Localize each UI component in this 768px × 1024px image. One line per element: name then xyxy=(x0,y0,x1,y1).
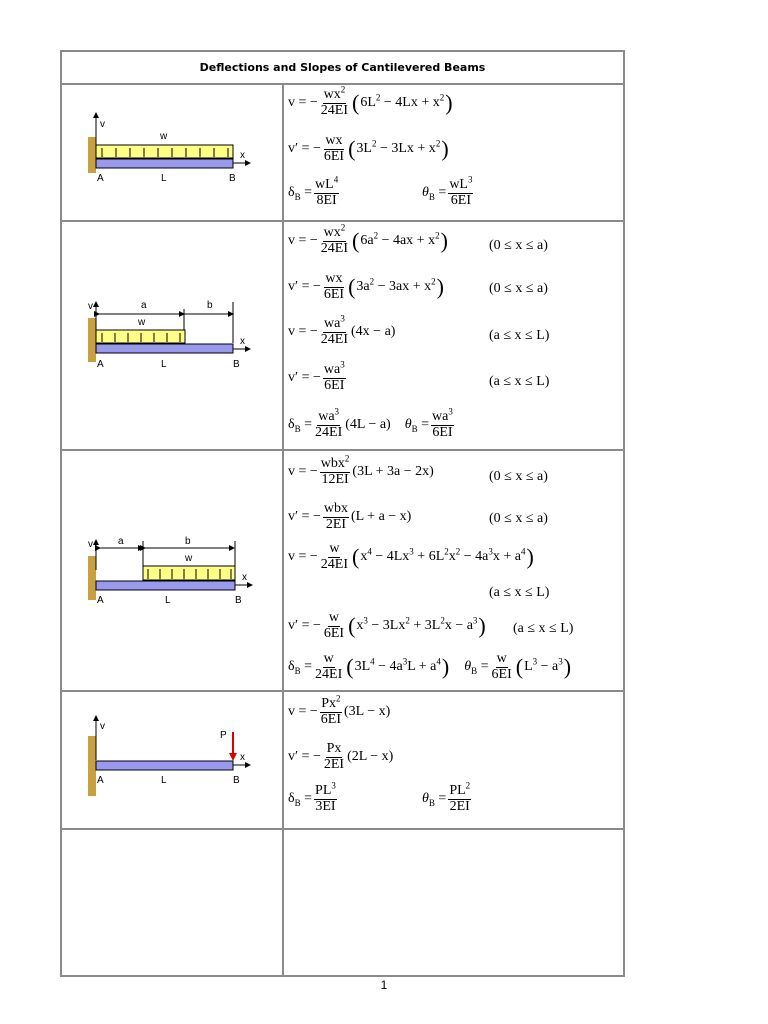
svg-text:v: v xyxy=(100,721,105,732)
case3-eq4: v′ = − $\frac{w}{6EI}$ ( $x^3 - 3Lx^2 + 3L^2x - a^3$ ) xyxy=(288,610,486,641)
svg-text:x: x xyxy=(240,336,245,347)
page-number: 1 xyxy=(380,978,388,992)
case1-tip-slope: $\theta_B$ = $\frac{wL^3}{6EI}$ xyxy=(422,174,473,208)
case2-eq1: v = − $\frac{wx^2}{24EI}$ ( $6a^2 - 4ax + x^2$ ) xyxy=(288,222,448,256)
case1-tip-deflection: $\delta_B$ = $\frac{wL^4}{8EI}$ xyxy=(288,174,339,208)
case3-tip-values: $\delta_B$ = $\frac{w}{24EI}$ ( $3L^4 - 4a^3L + a^4$ ) $\theta_B$ = $\frac{w}{6EI}$ ( $L^3 - a^3$ ) xyxy=(288,651,572,682)
svg-text:P: P xyxy=(220,730,227,741)
svg-text:L: L xyxy=(161,173,167,184)
case2-cond3: (a ≤ x ≤ L) xyxy=(489,328,550,343)
svg-text:b: b xyxy=(207,300,213,311)
svg-text:v: v xyxy=(88,301,93,312)
case3-cond3: (a ≤ x ≤ L) xyxy=(489,585,550,600)
svg-text:A: A xyxy=(97,173,104,184)
case4-eq1: v = − $\frac{Px^2}{6EI}$ (3L − x) xyxy=(288,693,391,727)
case4-tip-deflection: $\delta_B$ = $\frac{PL^3}{3EI}$ xyxy=(288,780,336,814)
table-title: Deflections and Slopes of Cantilevered Beams xyxy=(199,61,486,74)
case1-deflection-eq: v = − $\frac{wx^2}{24EI}$ ( $6L^2 - 4Lx + x^2$ ) xyxy=(288,84,453,118)
case2-eq3: v = − $\frac{wa^3}{24EI}$ (4x − a) xyxy=(288,313,396,347)
svg-text:A: A xyxy=(97,595,104,606)
case2-cond2: (0 ≤ x ≤ a) xyxy=(489,281,548,296)
case1-slope-eq: v′ = − $\frac{wx}{6EI}$ ( $3L^2 - 3Lx + x^2$ ) xyxy=(288,133,449,164)
case3-cond2: (0 ≤ x ≤ a) xyxy=(489,511,548,526)
diagram-point-load xyxy=(88,716,250,796)
svg-text:B: B xyxy=(233,359,240,370)
case2-cond1: (0 ≤ x ≤ a) xyxy=(489,238,548,253)
svg-text:v: v xyxy=(88,539,93,550)
svg-text:x: x xyxy=(240,150,245,161)
svg-text:B: B xyxy=(229,173,236,184)
svg-text:B: B xyxy=(235,595,242,606)
svg-text:a: a xyxy=(118,536,124,547)
svg-text:b: b xyxy=(185,536,191,547)
svg-text:w: w xyxy=(185,553,193,564)
case4-tip-slope: $\theta_B$ = $\frac{PL^2}{2EI}$ xyxy=(422,780,471,814)
svg-text:a: a xyxy=(141,300,147,311)
case3-cond4: (a ≤ x ≤ L) xyxy=(513,621,574,636)
case3-eq2: v′ = − $\frac{\text{wbx}}{2EI}$ (L + a − x) xyxy=(288,501,412,532)
svg-text:L: L xyxy=(161,775,167,786)
svg-text:w: w xyxy=(160,131,168,142)
case3-eq1: v = − $\frac{wbx^2}{12EI}$ (3L + 3a − 2x) xyxy=(288,453,434,487)
case3-cond1: (0 ≤ x ≤ a) xyxy=(489,469,548,484)
case2-tip-values: $\delta_B$ = $\frac{wa^3}{24EI}$ (4L − a) $\theta_B$ = $\frac{wa^3}{6EI}$ xyxy=(288,406,453,440)
svg-text:B: B xyxy=(233,775,240,786)
svg-text:x: x xyxy=(240,752,245,763)
diagram-uniform-load xyxy=(88,113,250,184)
diagram-partial-load-near-support xyxy=(88,300,250,370)
svg-text:L: L xyxy=(161,359,167,370)
case3-eq3: v = − $\frac{w}{24EI}$ ( $x^4 - 4Lx^3 + 6L^2x^2 - 4a^3x + a^4$ ) xyxy=(288,541,534,572)
svg-text:w: w xyxy=(138,317,146,328)
case4-eq2: v′ = − $\frac{Px}{2EI}$ (2L − x) xyxy=(288,741,394,772)
case2-cond4: (a ≤ x ≤ L) xyxy=(489,374,550,389)
svg-text:x: x xyxy=(242,572,247,583)
svg-text:A: A xyxy=(97,359,104,370)
svg-text:L: L xyxy=(165,595,171,606)
beam-diagrams xyxy=(0,0,283,900)
svg-text:A: A xyxy=(97,775,104,786)
case2-eq2: v′ = − $\frac{wx}{6EI}$ ( $3a^2 - 3ax + x^2$ ) xyxy=(288,271,444,302)
diagram-partial-load-near-tip xyxy=(88,536,252,606)
label-v: v xyxy=(100,119,105,130)
case2-eq4: v′ = − $\frac{wa^3}{6EI}$ xyxy=(288,359,345,393)
